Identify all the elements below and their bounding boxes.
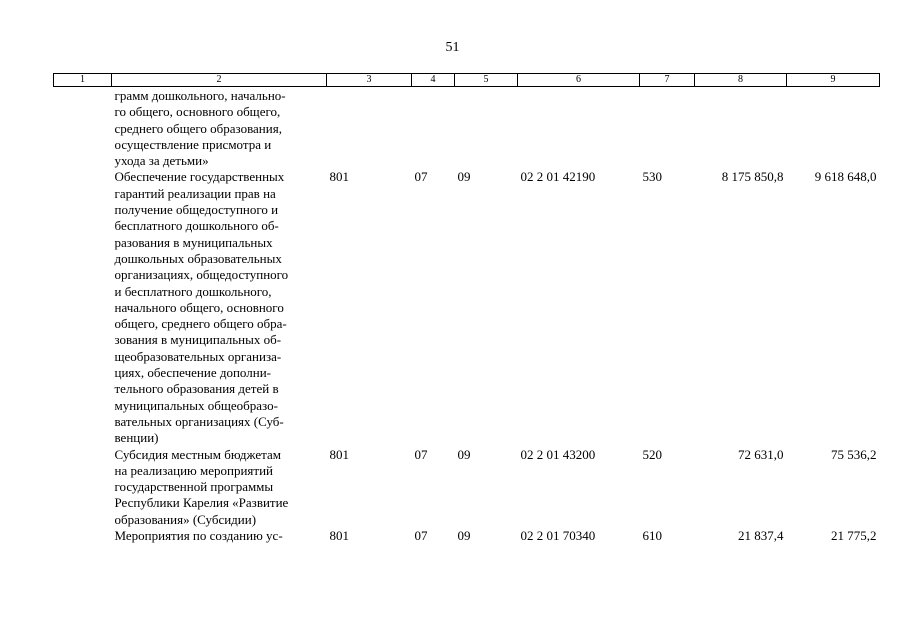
subsection-code-cell: 09 — [457, 169, 471, 185]
expense-name-text: грамм дошкольного, начально- го общего, основного общего, среднего общего образования, осуществление присмотра и ухода за детьми» — [114, 88, 286, 169]
column-header-3: 3 — [327, 74, 412, 87]
column-number-header-row — [54, 74, 880, 87]
target-article-cell: 02 2 01 42190 — [520, 169, 596, 185]
column-header-6: 6 — [518, 74, 640, 87]
amount-year-1-cell: 8 175 850,8 — [721, 169, 784, 185]
section-code-cell — [412, 87, 455, 170]
target-article-cell: 02 2 01 43200 — [520, 446, 596, 462]
column-header-9: 9 — [787, 74, 880, 87]
section-code-cell: 07 — [414, 446, 428, 462]
amount-year-1-cell — [695, 87, 787, 170]
expense-name-cell — [112, 528, 327, 544]
ministry-code-cell: 801 — [329, 169, 349, 185]
expense-name-cell — [112, 447, 327, 528]
expense-name-cell — [112, 169, 327, 446]
column-header-1: 1 — [54, 74, 112, 87]
table-row — [54, 87, 880, 170]
section-code-cell: 07 — [414, 528, 428, 544]
table-row — [54, 169, 880, 446]
amount-year-2-cell — [787, 87, 880, 170]
subsection-code-cell: 09 — [457, 528, 471, 544]
row-number-cell — [54, 169, 112, 446]
expense-name-text: Мероприятия по созданию ус- — [114, 528, 283, 544]
row-number-cell — [54, 87, 112, 170]
column-header-5: 5 — [455, 74, 518, 87]
expense-type-cell: 530 — [642, 169, 662, 185]
subsection-code-cell — [455, 87, 518, 170]
subsection-code-cell: 09 — [457, 446, 471, 462]
expense-type-cell — [640, 87, 695, 170]
ministry-code-cell: 801 — [329, 446, 349, 462]
row-number-cell — [54, 447, 112, 528]
section-code-cell: 07 — [414, 169, 428, 185]
column-header-2: 2 — [112, 74, 327, 87]
table-row — [54, 447, 880, 528]
ministry-code-cell: 801 — [329, 528, 349, 544]
amount-year-2-cell: 9 618 648,0 — [814, 169, 877, 185]
expense-name-text: Обеспечение государственных гарантий реализации прав на получение общедоступного и бесплатного дошкольного об- разования в муниципальных дошкольных образовательных организациях, общедоступного и бесплатного дошкольного, начального общего, основного общего, среднего общего обра- зования в муниципальных об- щеобразовательных организа- циях, обеспечение дополни- тельного образования детей в муниципальных общеобразо- вательных организациях (Суб- венции) — [114, 169, 289, 446]
ministry-code-cell — [327, 87, 412, 170]
target-article-cell — [518, 87, 640, 170]
column-header-8: 8 — [695, 74, 787, 87]
expense-type-cell: 610 — [642, 528, 662, 544]
column-header-7: 7 — [640, 74, 695, 87]
amount-year-1-cell: 72 631,0 — [738, 446, 784, 462]
expense-name-text: Субсидия местным бюджетам на реализацию мероприятий государственной программы Республики Карелия «Развитие образования» (Субсидии) — [114, 446, 289, 527]
table-row — [54, 528, 880, 544]
target-article-cell: 02 2 01 70340 — [520, 528, 596, 544]
expense-type-cell: 520 — [642, 446, 662, 462]
page-number: 51 — [445, 40, 460, 55]
column-header-4: 4 — [412, 74, 455, 87]
row-number-cell — [54, 528, 112, 544]
amount-year-2-cell: 75 536,2 — [831, 446, 877, 462]
expense-name-cell — [112, 87, 327, 170]
amount-year-1-cell: 21 837,4 — [738, 528, 784, 544]
amount-year-2-cell: 21 775,2 — [831, 528, 877, 544]
budget-table — [53, 73, 880, 544]
